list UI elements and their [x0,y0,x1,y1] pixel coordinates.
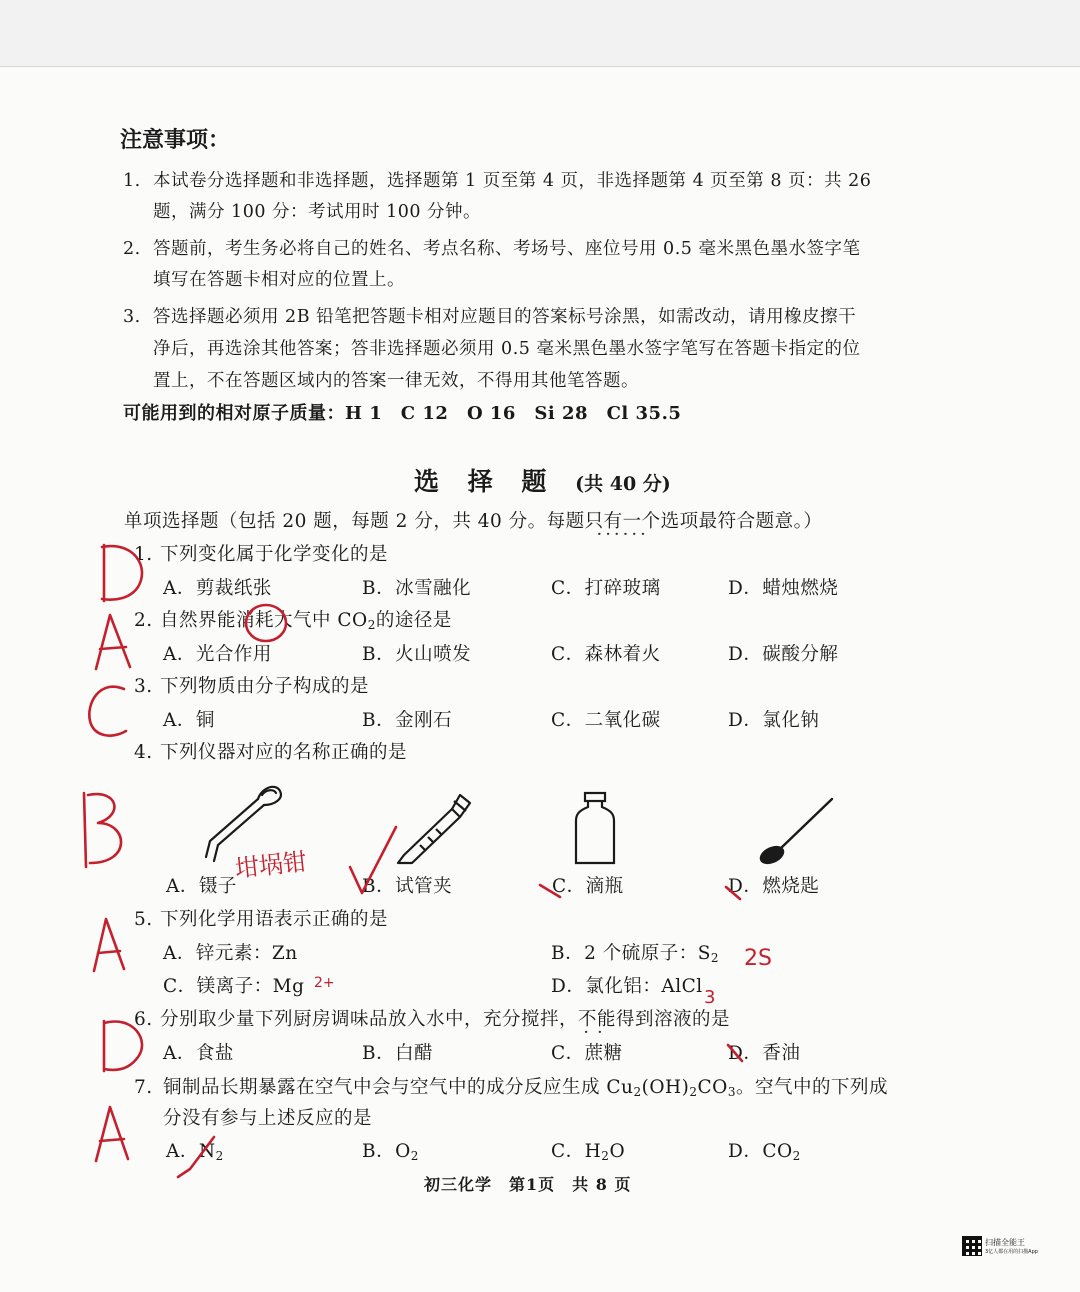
q3-num: 3. [134,676,153,697]
q1-option-b: B．冰雪融化 [362,578,472,599]
q4-check-b [350,827,396,893]
q1-option-c: C．打碎玻璃 [551,578,661,599]
q7-stem-sub1: 2 [633,1085,642,1099]
q6-num: 6. [134,1009,153,1030]
qr-code-icon [962,1236,982,1256]
notice-item-1-num: 1. [123,171,141,191]
q6-answer-mark [104,1021,142,1071]
section-title-text: 选 择 题 [414,467,557,496]
q7-option-c-text-b: O [609,1141,626,1162]
instruction-part-c: 选项最符合题意。） [660,511,823,532]
mg-charge-mark: 2+ [314,975,335,991]
alcl-sub-mark: 3 [704,987,716,1008]
q1-answer-mark [102,545,142,601]
notice-item-3-line2: 净后，再选涂其他答案；答非选择题必须用 0.5 毫米黑色墨水签字笔写在答题卡指定的位 [153,339,861,359]
q1-option-d: D．蜡烛燃烧 [728,578,839,599]
q4-option-d: D．燃烧匙 [728,876,820,897]
q3-option-d: D．氯化钠 [728,710,820,731]
q5-option-c: C．镁离子：Mg [163,976,305,997]
q3-option-c: C．二氧化碳 [551,710,661,731]
q4-num: 4. [134,742,153,763]
q4-answer-mark [84,793,121,867]
q7-option-a-text: A．N [166,1141,216,1162]
q2-answer-mark [96,615,130,669]
q7-option-d-text: D．CO [728,1141,793,1162]
page-footer: 初三化学 第1页 共 8 页 [424,1175,632,1194]
instruction-emphasis: 只有一个 ······ [585,511,661,532]
notice-item-2-line2: 填写在答题卡相对应的位置上。 [153,270,405,290]
q5-answer-mark [94,919,124,971]
q6-check-d [728,1045,742,1061]
q2-stem-sub: 2 [367,618,376,632]
notice-item-3-line3: 置上，不在答题区域内的答案一律无效，不得用其他笔答题。 [153,371,639,391]
q7-num: 7. [134,1077,153,1098]
q7-stem-part-b: (OH) [641,1077,690,1098]
q1-num: 1. [134,544,153,565]
q6-stem-part-a: 分别取少量下列厨房调味品放入水中，充分搅拌， [160,1009,579,1030]
q3-option-b: B．金刚石 [362,710,453,731]
q2-option-a: A．光合作用 [163,644,272,665]
q2-stem-part-a: 自然界能消耗大气中 CO [160,610,368,631]
q5-stem: 下列化学用语表示正确的是 [160,909,389,930]
q3-stem: 下列物质由分子构成的是 [160,676,370,697]
q1-stem: 下列变化属于化学变化的是 [160,544,389,565]
scanner-logo-text [985,1237,1038,1255]
q7-option-a-sub: 2 [215,1149,224,1163]
q7-option-c-sub: 2 [601,1149,610,1163]
q7-check-a [178,1137,214,1177]
q7-option-b-text: B．O [362,1141,411,1162]
instruction-part-a: 单项选择题（包括 20 题，每题 2 分，共 40 分。每题 [124,511,585,532]
q3-answer-mark [89,687,126,736]
q4-check-d [726,887,740,899]
q7-option-d-sub: 2 [792,1149,801,1163]
q5-option-d: D．氯化铝：AlCl [551,976,703,997]
q7-stem-part-a: 铜制品长期暴露在空气中会与空气中的成分反应生成 Cu [163,1077,634,1098]
q7-option-b-sub: 2 [410,1149,419,1163]
q7-stem-part-c: CO [697,1077,728,1098]
q5-option-b-text: B．2 个硫原子：S [551,943,711,964]
notice-title: 注意事项： [120,127,231,153]
q7-stem-sub3: 3 [727,1085,736,1099]
scanner-logo-line1: 扫描全能王 [985,1238,1025,1247]
notice-item-2-num: 2. [123,239,141,259]
q5-option-b-sub: 2 [710,951,720,965]
q4-stem: 下列仪器对应的名称正确的是 [160,742,408,763]
q2-stem-part-b: 的途径是 [375,610,452,631]
q7-option-c-text: C．H [551,1141,602,1162]
q7-stem-part-d: 。空气中的下列成 [736,1077,889,1098]
notice-item-2-line1: 答题前，考生务必将自己的姓名、考点名称、考场号、座位号用 0.5 毫米黑色墨水签字笔 [153,239,861,259]
q6-stem-part-c: 得到溶液的是 [616,1009,731,1030]
section-subtitle: (共 40 分) [575,473,671,495]
q2-option-b: B．火山喷发 [362,644,472,665]
q2-num: 2. [134,610,153,631]
q2-circle-mark [246,605,286,641]
q6-option-b: B．白醋 [362,1043,434,1064]
exam-page [0,66,1080,1292]
q2-option-c: C．森林着火 [551,644,661,665]
q7-stem-line2: 分没有参与上述反应的是 [163,1108,373,1129]
q2-option-d: D．碳酸分解 [728,644,839,665]
scanner-watermark [962,1236,1038,1256]
q6-stem-emphasis: 不能 ·· [578,1009,616,1030]
q7-stem-sub2: 2 [689,1085,698,1099]
q4-option-a: A．镊子 [166,876,237,897]
q5-num: 5. [134,909,153,930]
q6-option-d: D．香油 [728,1043,801,1064]
q6-option-a: A．食盐 [163,1043,234,1064]
handwriting-layer [0,67,1080,1292]
notice-item-1-line1: 本试卷分选择题和非选择题，选择题第 1 页至第 4 页，非选择题第 4 页至第 8 页：共 26 [153,171,872,191]
q5-option-a: A．锌元素：Zn [163,943,298,964]
q1-option-a: A．剪裁纸张 [163,578,272,599]
q7-answer-mark [96,1107,128,1161]
scanner-logo-line2: 3亿人都在用的扫描App [985,1249,1038,1255]
q5-note-mark: 2S [744,946,772,971]
notice-item-3-num: 3. [123,307,141,327]
q4-option-b: B．试管夹 [362,876,453,897]
q3-option-a: A．铜 [163,710,215,731]
q4-check-c [540,885,560,897]
q4-note-mark: 坩埚钳 [233,847,309,883]
atomic-mass-line: 可能用到的相对原子质量：H 1 C 12 O 16 Si 28 Cl 35.5 [123,403,682,424]
q4-option-c: C．滴瓶 [552,876,624,897]
q6-option-c: C．蔗糖 [551,1043,623,1064]
notice-item-1-line2: 题，满分 100 分：考试用时 100 分钟。 [153,202,482,222]
notice-item-3-line1: 答选择题必须用 2B 铅笔把答题卡相对应题目的答案标号涂黑，如需改动，请用橡皮擦干 [153,307,857,327]
